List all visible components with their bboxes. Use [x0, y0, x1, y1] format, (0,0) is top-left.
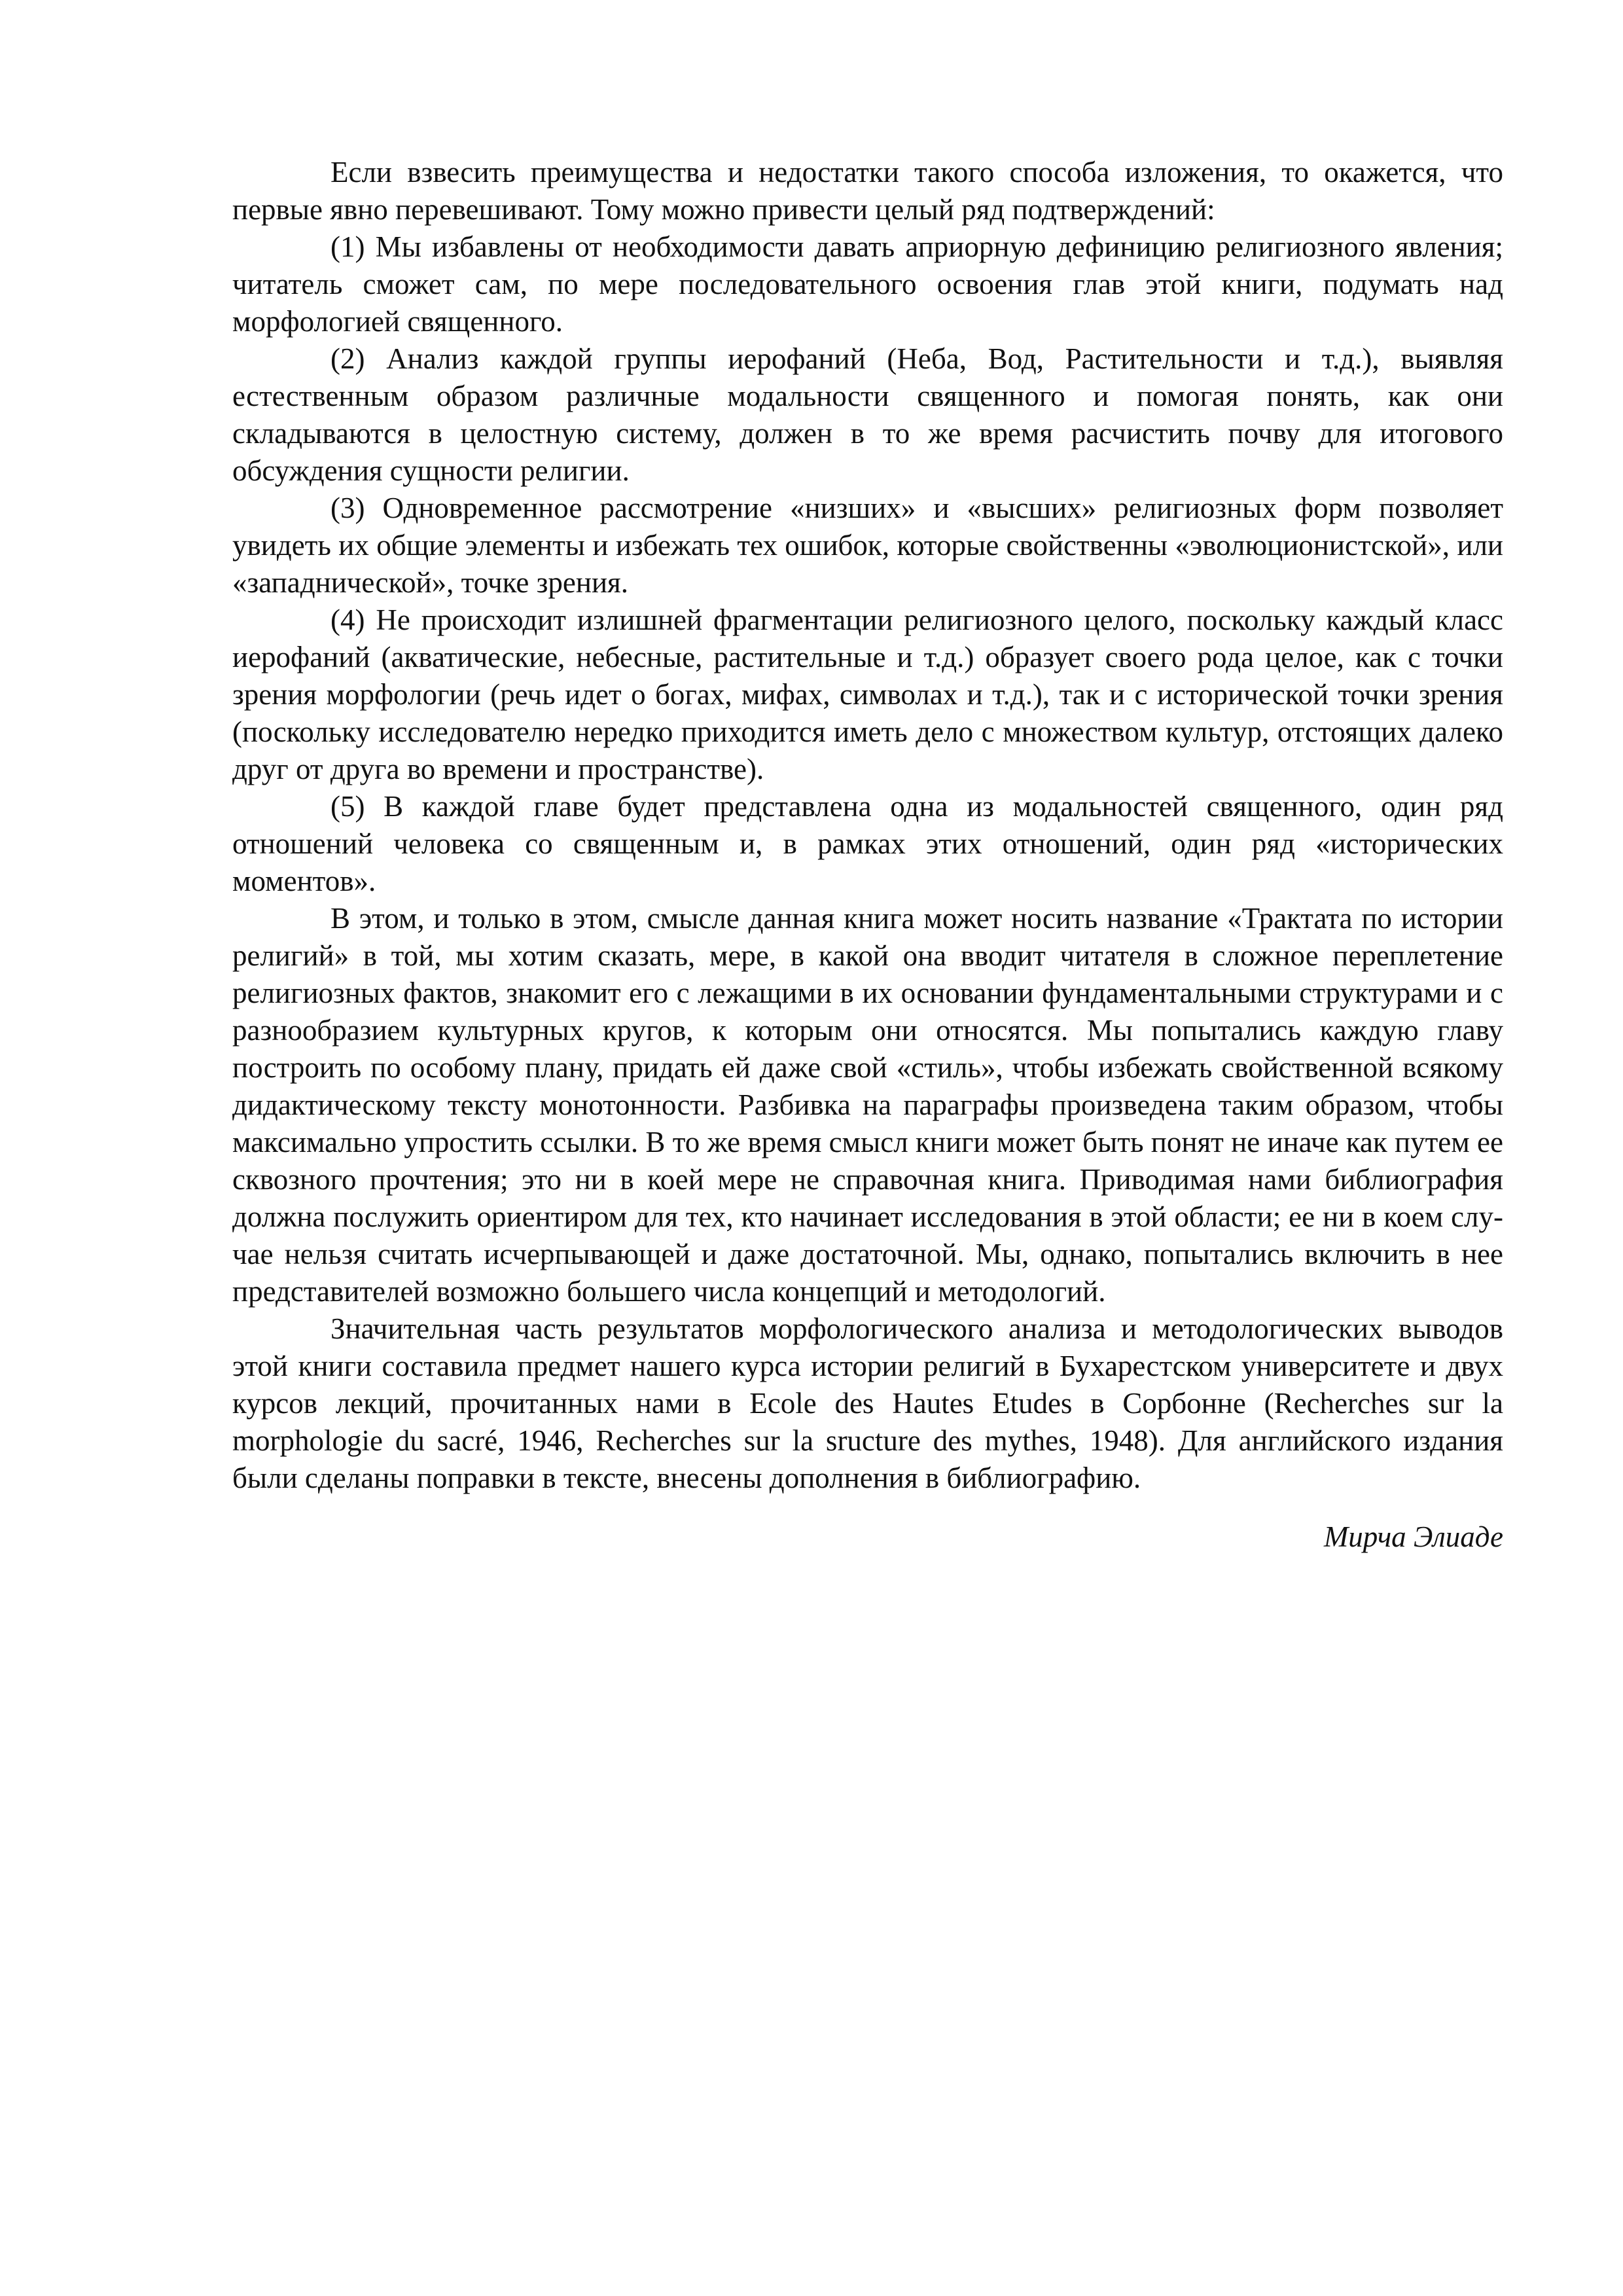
paragraph-point-3: (3) Одновременное рассмотрение «низших» и «высших» религиозных форм позволяет увидеть их общие элементы и избежать тех ошибок, которые свойственны «эволюционистской», или «западнической», точке зрения.: [232, 492, 1503, 599]
paragraph-point-2: (2) Анализ каждой группы иерофаний (Неба, Вод, Растительности и т.д.), выявляя естественным образом различные модальности священного и помогая понять, как они складываются в целостную систему, должен в то же время расчистить почву для итогового обсуждения сущности религии.: [232, 342, 1503, 487]
paragraph-point-5: (5) В каждой главе будет представлена одна из модальностей священного, один ряд отношений человека со священным и, в рамках этих отношений, один ряд «исторических моментов».: [232, 790, 1503, 897]
paragraph-point-1: (1) Мы избавлены от необходимости давать априорную дефиницию религиозного явления; читатель сможет сам, по мере последовательного освоения глав этой книги, подумать над морфологией священного.: [232, 230, 1503, 338]
author-signature: Мирча Элиаде: [1323, 1520, 1503, 1553]
paragraph-point-4: (4) Не происходит излишней фрагментации религиозного целого, поскольку каждый класс иерофаний (акватические, небесные, растительные и т.д.) образует своего рода целое, как с точки зрения морфологии (речь идет о богах, мифах, символах и т.д.), так и с исторической точки зрения (поскольку исследователю нередко приходится иметь дело с множеством культур, отстоящих далеко друг от друга во времени и пространстве).: [232, 603, 1503, 785]
paragraph-origins: Значительная часть результатов морфологического анализа и методологических выводов этой книги составила предмет нашего курса истории религий в Бухарестском университете и двух курсов лекций, прочитанных нами в Ecole des Hautes Etudes в Сорбонне (Recherches sur la morphologie du sacré, 1946, Recherches sur la sructure des mythes, 1948). Для английского издания были сделаны поправки в тексте, внесены дополнения в библиографию.: [232, 1312, 1503, 1494]
document-page: [232, 154, 1503, 1556]
paragraph-intro: Если взвесить преимущества и недостатки такого способа изложения, то окажется, что первые явно перевешивают. Тому можно привести целый ряд подтверждений:: [232, 156, 1503, 226]
paragraph-treatise: В этом, и только в этом, смысле данная книга может носить название «Трактата по истории религий» в той, мы хотим сказать, мере, в какой она вводит читателя в сложное переплетение религиозных фактов, знакомит его с лежащими в их основании фундаментальными структурами и с разнообразием культурных кругов, к которым они относятся. Мы попытались каждую главу построить по особому плану, придать ей даже свой «стиль», чтобы избежать свойственной всякому дидактическому тексту монотонности. Разбивка на параграфы произведена таким образом, чтобы максимально упростить ссылки. В то же время смысл книги может быть понят не иначе как путем ее сквозного прочтения; это ни в коей мере не справочная книга. Приводимая нами библиография должна послужить ориентиром для тех, кто начинает исследования в этой области; ее ни в коем случае нельзя считать исчерпывающей и даже достаточной. Мы, однако, попытались включить в нее представителей возможно большего числа концепций и методологий.: [232, 902, 1503, 1308]
